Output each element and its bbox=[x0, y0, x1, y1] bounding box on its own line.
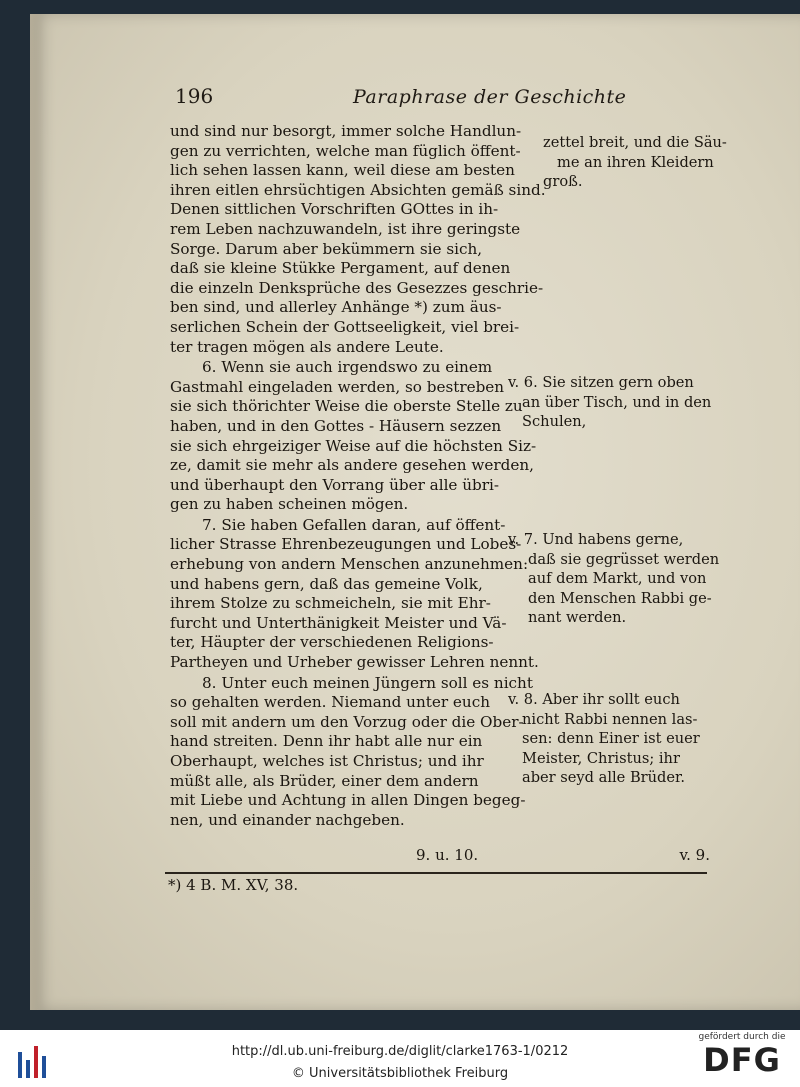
text-line: und überhaupt den Vorrang über alle übri- bbox=[170, 475, 499, 494]
text-line: Sorge. Darum aber bekümmern sie sich, bbox=[170, 239, 483, 258]
text-line: ben sind, und allerley Anhänge *) zum äus- bbox=[170, 298, 502, 317]
gloss-line: daß sie gegrüsset werden bbox=[528, 550, 720, 568]
page-number: 196 bbox=[175, 84, 214, 108]
text-line: ihrem Stolze zu schmeicheln, sie mit Ehr- bbox=[170, 594, 491, 613]
text-line: hand streiten. Denn ihr habt alle nur ein bbox=[170, 732, 483, 751]
copyright-notice: © Universitätsbibliothek Freiburg bbox=[291, 1066, 509, 1081]
gloss-line: groß. bbox=[543, 173, 583, 191]
gloss-line: me an ihren Kleidern bbox=[557, 153, 714, 171]
text-line: ter, Häupter der verschiedenen Religions- bbox=[170, 633, 494, 652]
text-line: ihren eitlen ehrsüchtigen Absichten gemäß sind. bbox=[170, 180, 546, 199]
text-line: so gehalten werden. Niemand unter euch bbox=[170, 693, 490, 712]
gloss-line: den Menschen Rabbi ge- bbox=[528, 589, 712, 607]
text-line: erhebung von andern Menschen anzunehmen: bbox=[170, 555, 529, 574]
gloss-line: aber seyd alle Brüder. bbox=[522, 769, 686, 787]
text-line: Oberhaupt, welches ist Christus; und ihr bbox=[170, 752, 484, 770]
gloss-line: nant werden. bbox=[528, 609, 627, 627]
paragraph-verse-7 bbox=[170, 515, 539, 673]
page-gutter-shadow bbox=[30, 14, 44, 1010]
gloss-line: nicht Rabbi nennen las- bbox=[522, 710, 698, 728]
text-line: Gastmahl eingeladen werden, so bestreben bbox=[170, 377, 505, 396]
running-title: Paraphrase der Geschichte bbox=[353, 86, 627, 108]
footnote-rule bbox=[165, 872, 707, 874]
marginal-gloss-verse-6 bbox=[508, 373, 733, 432]
gloss-line: an über Tisch, und in den bbox=[522, 393, 712, 411]
text-line: und habens gern, daß das gemeine Volk, bbox=[170, 574, 483, 593]
paragraph-intro bbox=[170, 122, 546, 357]
marginal-gloss-continuation bbox=[543, 133, 768, 192]
dfg-sponsor bbox=[692, 1032, 792, 1084]
gloss-line: Meister, Christus; ihr bbox=[522, 749, 680, 767]
text-line: furcht und Unterthänigkeit Meister und Vä- bbox=[170, 613, 507, 632]
gloss-line: Schulen, bbox=[522, 413, 587, 431]
text-line: soll mit andern um den Vorzug oder die Ober- bbox=[170, 712, 524, 731]
text-line: sie sich thörichter Weise die oberste Stelle zu bbox=[170, 397, 523, 416]
text-line: müßt alle, als Brüder, einer dem andern bbox=[170, 771, 479, 790]
viewer-footer bbox=[0, 1030, 800, 1087]
dfg-logo-icon: DFG bbox=[703, 1041, 781, 1079]
text-line: 8. Unter euch meinen Jüngern soll es nicht bbox=[202, 673, 533, 692]
text-line: lich sehen lassen kann, weil diese am besten bbox=[170, 161, 515, 180]
text-line: die einzeln Denksprüche des Gesezzes geschrie- bbox=[170, 278, 544, 297]
text-line: sie sich ehrgeiziger Weise auf die höchsten Siz- bbox=[170, 436, 537, 455]
text-line: daß sie kleine Stükke Pergament, auf denen bbox=[170, 259, 511, 278]
text-line: serlichen Schein der Gottseeligkeit, viel brei- bbox=[170, 317, 520, 336]
page-header bbox=[175, 84, 715, 118]
text-line: haben, und in den Gottes - Häusern sezzen bbox=[170, 416, 502, 435]
footnote: *) 4 B. M. XV, 38. bbox=[168, 876, 299, 894]
text-line: gen zu haben scheinen mögen. bbox=[170, 495, 409, 514]
digitization-url[interactable]: http://dl.ub.uni-freiburg.de/diglit/clarke1763-1/0212 bbox=[231, 1044, 569, 1059]
text-line: nen, und einander nachgeben. bbox=[170, 810, 405, 829]
marginal-gloss-verse-8 bbox=[508, 690, 733, 788]
text-line: ze, damit sie mehr als andere gesehen werden, bbox=[170, 456, 534, 475]
text-line: und sind nur besorgt, immer solche Handlun- bbox=[170, 122, 522, 140]
catchword-right: v. 9. bbox=[679, 846, 710, 864]
gloss-line: sen: denn Einer ist euer bbox=[522, 730, 700, 748]
paragraph-verse-8 bbox=[170, 673, 533, 831]
gloss-line: v. 7. Und habens gerne, bbox=[508, 531, 684, 548]
text-line: mit Liebe und Achtung in allen Dingen begeg- bbox=[170, 791, 526, 810]
gloss-line: v. 6. Sie sitzen gern oben bbox=[508, 374, 694, 391]
text-line: ter tragen mögen als andere Leute. bbox=[170, 337, 444, 356]
paragraph-verse-6 bbox=[170, 358, 537, 515]
marginal-gloss-verse-7 bbox=[508, 530, 733, 628]
text-line: gen zu verrichten, welche man füglich öffent- bbox=[170, 141, 521, 160]
text-line: 7. Sie haben Gefallen daran, auf öffent- bbox=[202, 515, 506, 534]
text-line: Partheyen und Urheber gewisser Lehren nennt. bbox=[170, 653, 539, 672]
text-line: rem Leben nachzuwandeln, ist ihre geringste bbox=[170, 219, 521, 238]
text-line: licher Strasse Ehrenbezeugungen und Lobes- bbox=[170, 535, 522, 554]
text-line: 6. Wenn sie auch irgendswo zu einem bbox=[202, 358, 493, 377]
main-text-column bbox=[170, 122, 546, 830]
gloss-line: auf dem Markt, und von bbox=[528, 570, 707, 588]
sponsor-caption: gefördert durch die bbox=[698, 1032, 786, 1042]
catchword-left: 9. u. 10. bbox=[416, 846, 479, 864]
gloss-line: zettel breit, und die Säu- bbox=[543, 134, 727, 151]
text-line: Denen sittlichen Vorschriften GOttes in ih- bbox=[170, 200, 499, 219]
catchwords bbox=[170, 846, 710, 866]
gloss-line: v. 8. Aber ihr sollt euch bbox=[508, 691, 680, 708]
